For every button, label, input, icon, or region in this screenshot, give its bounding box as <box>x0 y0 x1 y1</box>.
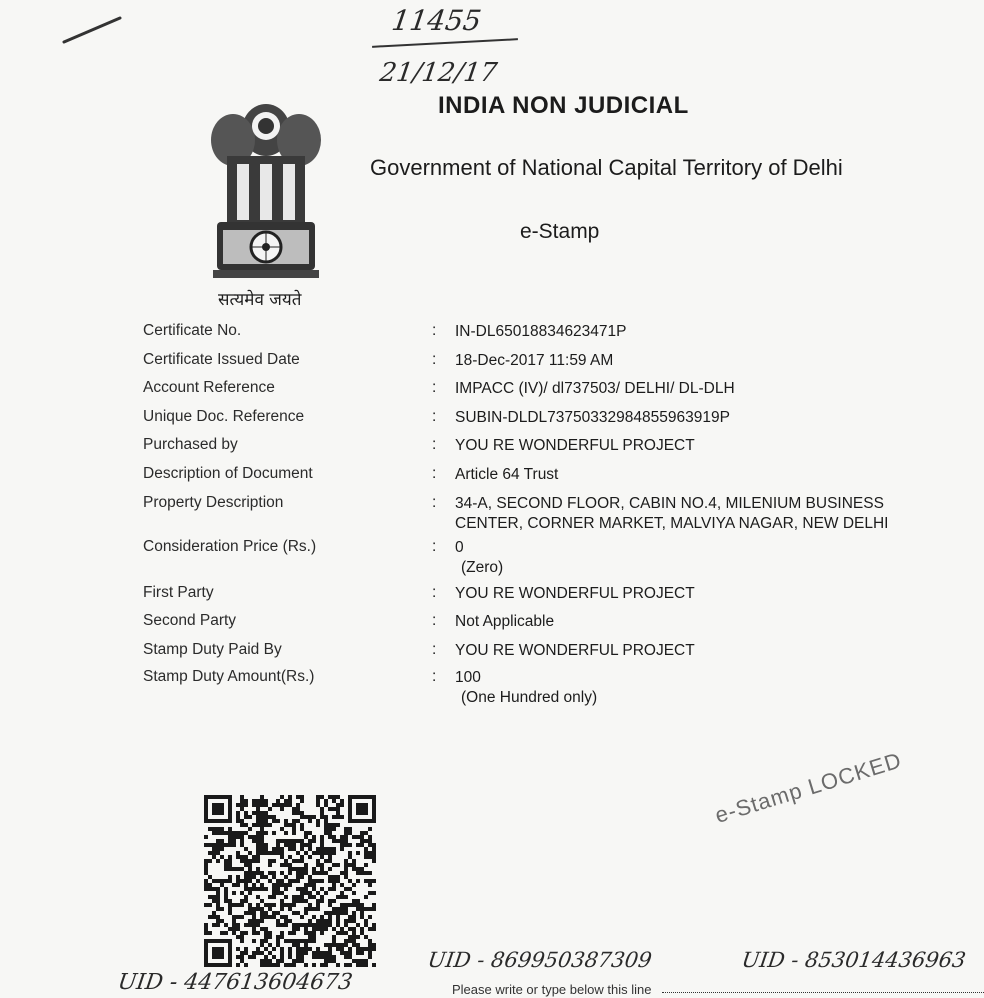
field-colon: : <box>432 379 437 396</box>
field-label: Consideration Price (Rs.) <box>143 538 317 555</box>
document-type: e-Stamp <box>520 220 600 243</box>
handwritten-uid-left: UID - 447613604673 <box>116 970 355 995</box>
handwritten-divider <box>372 38 518 48</box>
field-value: 0 <box>455 539 464 556</box>
field-value: 34-A, SECOND FLOOR, CABIN NO.4, MILENIUM BUSINESS CENTER, CORNER MARKET, MALVIYA NAGAR, NEW DELHI <box>455 495 889 532</box>
field-colon: : <box>432 538 437 555</box>
field-label: First Party <box>143 584 214 601</box>
field-colon: : <box>432 465 437 482</box>
field-colon: : <box>432 436 437 453</box>
field-label: Stamp Duty Paid By <box>143 641 282 658</box>
write-below-dotted-line <box>662 992 984 993</box>
field-value: IN-DL65018834623471P <box>455 323 627 340</box>
field-label: Purchased by <box>143 436 238 453</box>
field-label: Property Description <box>143 494 284 511</box>
national-emblem <box>203 92 329 288</box>
field-label: Unique Doc. Reference <box>143 408 305 425</box>
qr-modules <box>204 795 376 967</box>
field-colon: : <box>432 612 437 629</box>
field-label: Certificate No. <box>143 322 242 339</box>
handwritten-number: 11455 <box>389 4 484 37</box>
qr-code <box>204 795 376 973</box>
field-value: YOU RE WONDERFUL PROJECT <box>455 437 695 454</box>
field-value-group <box>455 538 935 578</box>
field-value: SUBIN-DLDL73750332984855963919P <box>455 409 730 426</box>
field-value: YOU RE WONDERFUL PROJECT <box>455 585 695 602</box>
government-name: Government of National Capital Territory of Delhi <box>370 155 843 180</box>
field-value: 100 <box>455 669 481 686</box>
field-label: Description of Document <box>143 465 313 482</box>
field-value: 18-Dec-2017 11:59 AM <box>455 352 614 369</box>
write-below-note: Please write or type below this line <box>452 982 652 997</box>
field-colon: : <box>432 408 437 425</box>
handwritten-uid-middle: UID - 869950387309 <box>426 948 654 972</box>
field-value-words: (Zero) <box>461 559 504 576</box>
emblem-motto: सत्यमेव जयते <box>218 290 302 310</box>
document-title: INDIA NON JUDICIAL <box>438 92 689 119</box>
field-colon: : <box>432 322 437 339</box>
field-label: Stamp Duty Amount(Rs.) <box>143 668 315 685</box>
stamp-locked-mark: e-Stamp LOCKED <box>712 747 905 828</box>
handwritten-date: 21/12/17 <box>377 58 499 88</box>
field-colon: : <box>432 668 437 685</box>
handwritten-uid-right: UID - 853014436963 <box>740 948 968 972</box>
field-value-words: (One Hundred only) <box>461 689 598 706</box>
field-value: IMPACC (IV)/ dl737503/ DELHI/ DL-DLH <box>455 380 735 397</box>
field-label: Certificate Issued Date <box>143 351 300 368</box>
field-colon: : <box>432 641 437 658</box>
field-colon: : <box>432 351 437 368</box>
field-value-group <box>455 668 935 708</box>
field-label: Account Reference <box>143 379 275 396</box>
pen-stroke-mark <box>62 14 124 44</box>
field-value: Article 64 Trust <box>455 466 559 483</box>
field-colon: : <box>432 584 437 601</box>
field-value: YOU RE WONDERFUL PROJECT <box>455 642 695 659</box>
field-value: Not Applicable <box>455 613 555 630</box>
field-colon: : <box>432 494 437 511</box>
field-label: Second Party <box>143 612 237 629</box>
